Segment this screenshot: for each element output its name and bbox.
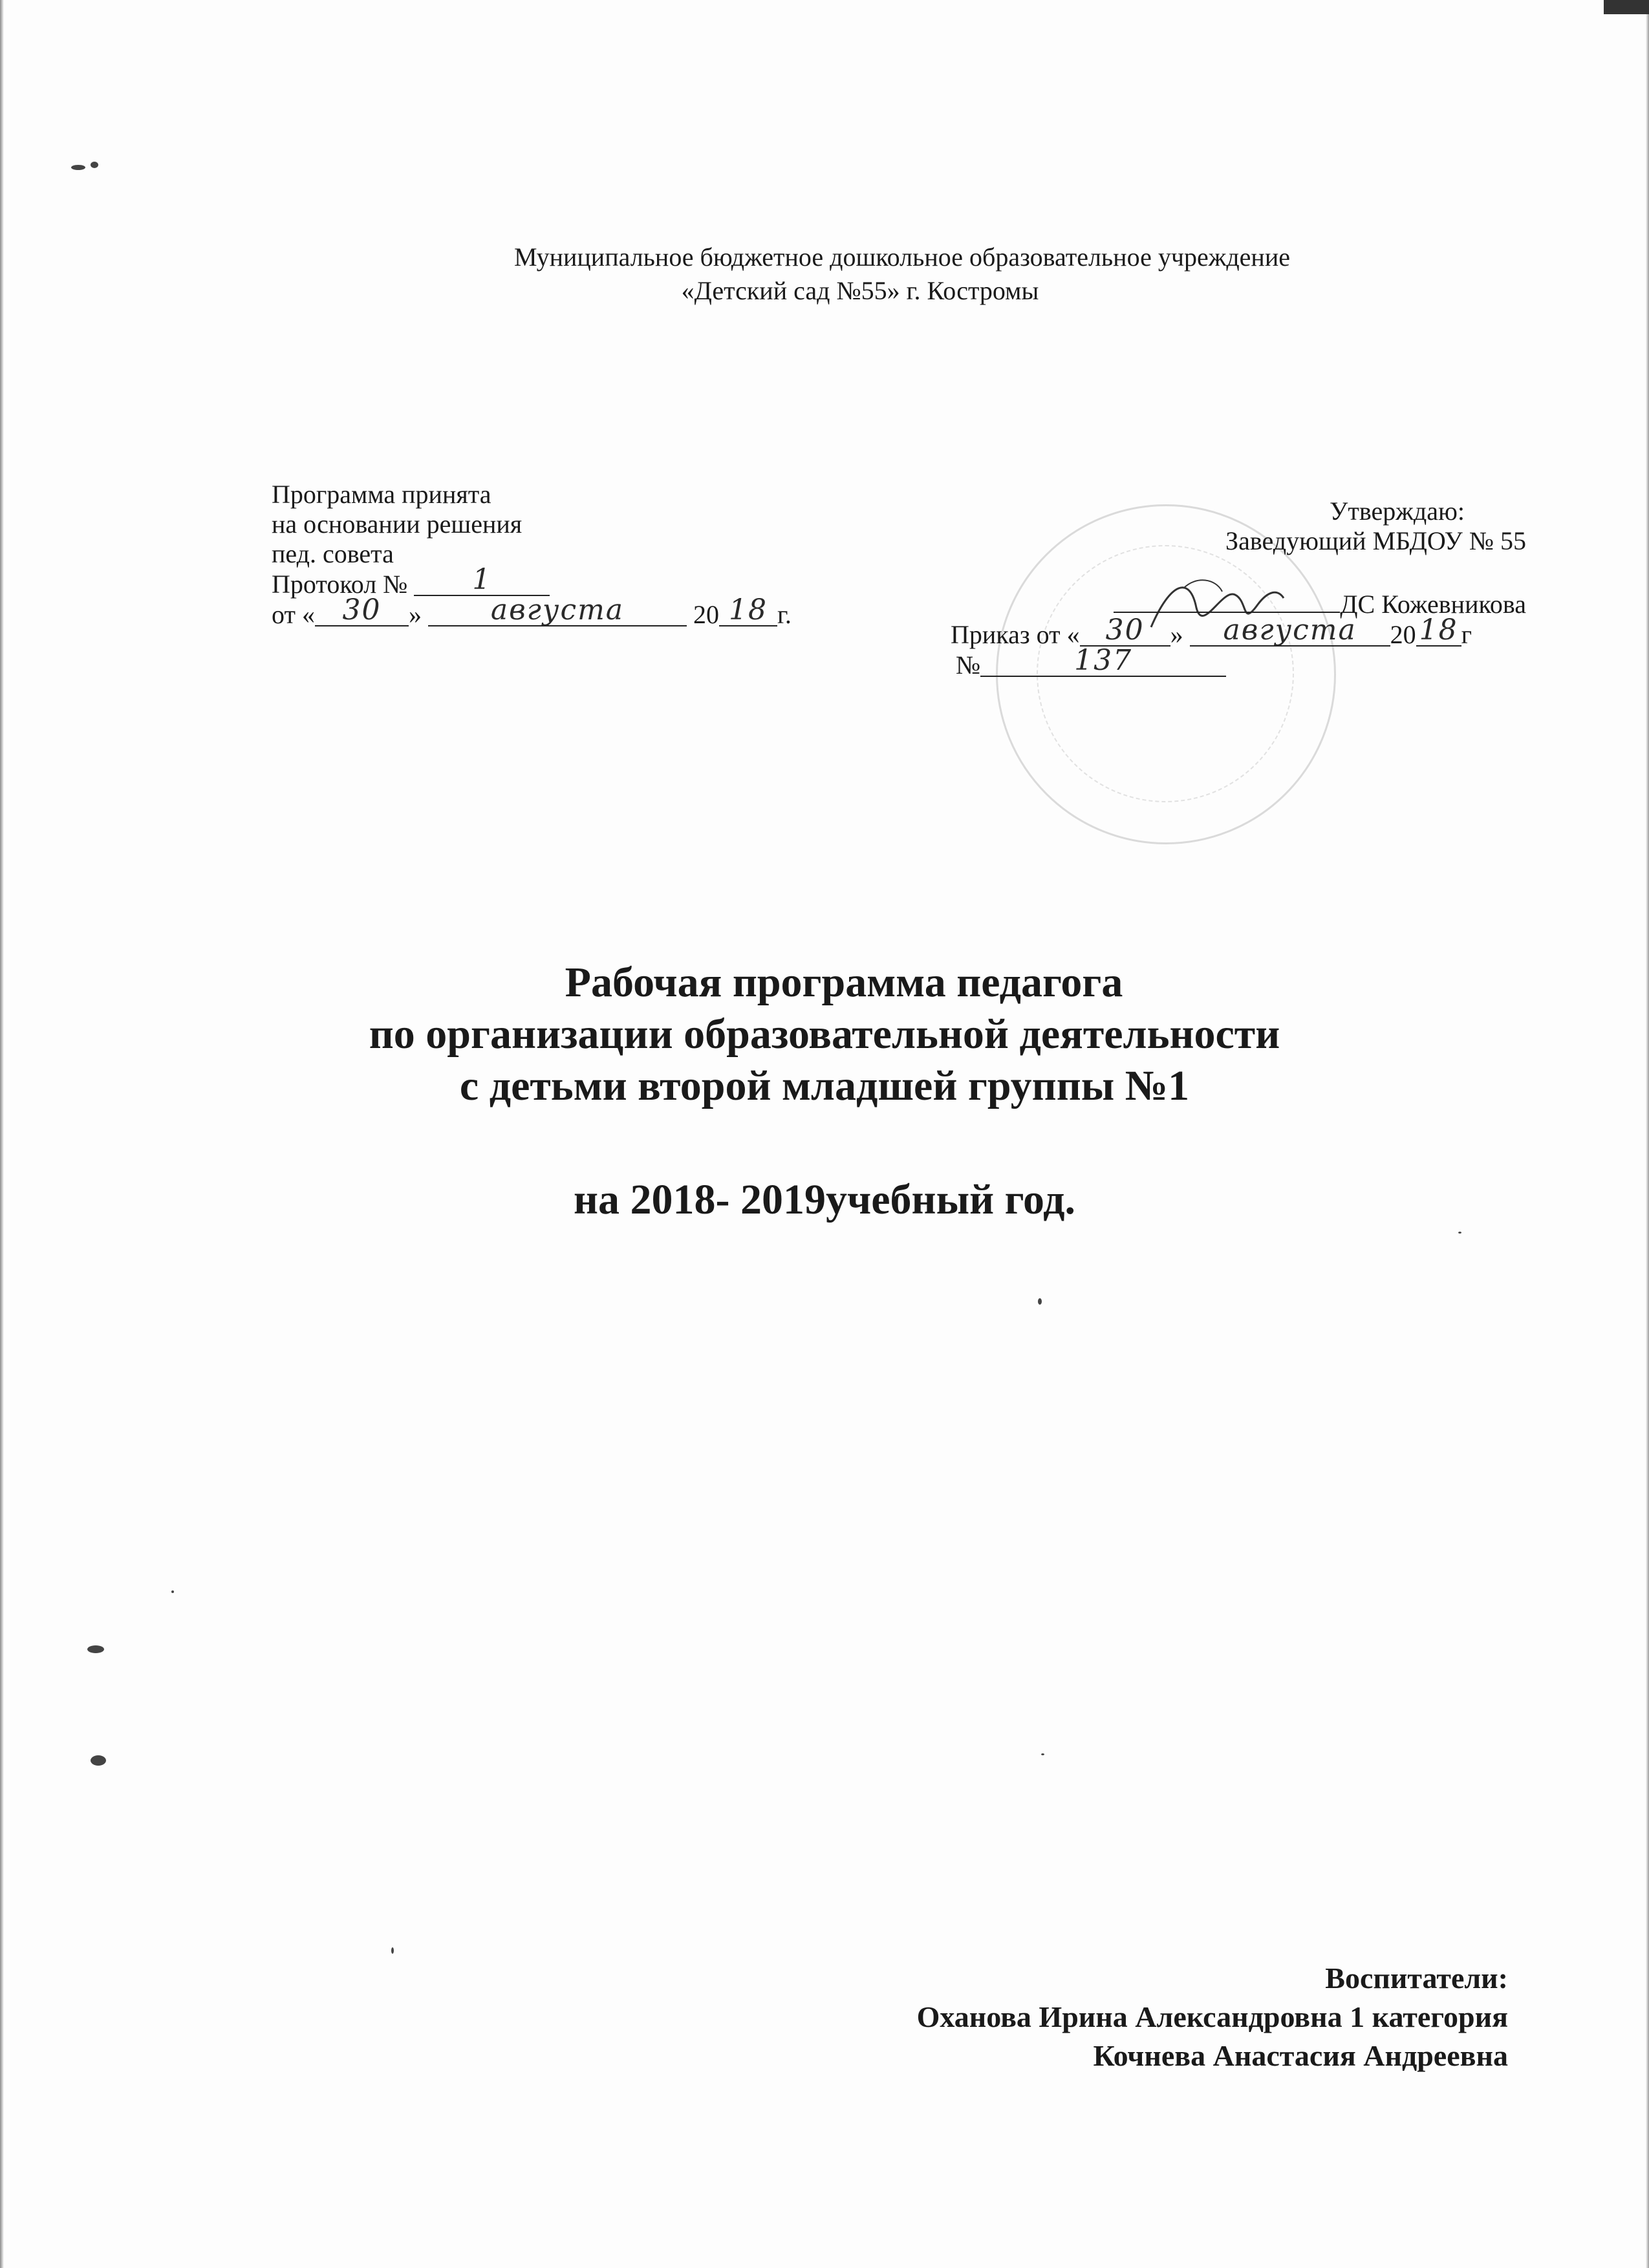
accepted-line3: пед. совета — [272, 539, 394, 568]
educator-2: Кочнева Анастасия Андреевна — [1093, 2039, 1508, 2072]
scan-speck — [171, 1590, 174, 1593]
order-year-prefix: 20 — [1390, 620, 1416, 649]
year-blank — [719, 594, 777, 626]
order-number: 137 — [1074, 644, 1133, 677]
order-number-line — [956, 644, 1526, 680]
order-year-suffix: 18 — [1419, 614, 1458, 647]
scan-speck — [91, 1755, 106, 1766]
order-year-end: г — [1461, 620, 1472, 649]
scan-corner-mark — [1604, 0, 1649, 14]
educators-label: Воспитатели: — [1325, 1962, 1508, 1995]
accepted-block — [272, 480, 792, 630]
order-month-blank — [1190, 614, 1390, 647]
protocol-number: 1 — [472, 563, 492, 596]
scan-speck — [1458, 1232, 1461, 1234]
year-suffix: 18 — [728, 594, 768, 626]
year-prefix: 20 — [693, 600, 719, 629]
title-line3: с детьми второй младшей группы №1 — [459, 1062, 1190, 1109]
institution-name: Муниципальное бюджетное дошкольное образовательное учреждение — [514, 242, 1290, 272]
order-number-label: № — [956, 650, 981, 679]
order-day-blank — [1080, 614, 1170, 647]
scan-speck — [1041, 1753, 1044, 1755]
scan-speck — [71, 165, 85, 170]
kindergarten-name: «Детский сад №55» г. Костромы — [681, 276, 1039, 305]
title-line4: на 2018- 2019учебный год. — [574, 1176, 1075, 1223]
scan-speck — [91, 162, 98, 168]
year-end: г. — [777, 600, 792, 629]
approved-signer: ДС Кожевникова — [1340, 590, 1526, 619]
date-month-blank — [428, 594, 687, 626]
title-line2: по организации образовательной деятельности — [369, 1011, 1280, 1058]
program-title — [0, 957, 1649, 1226]
scan-speck — [87, 1645, 104, 1653]
scan-speck — [391, 1947, 394, 1954]
signature-blank — [1114, 586, 1340, 613]
date-day: 30 — [342, 594, 382, 626]
institution-header — [0, 241, 1649, 308]
order-date-line — [951, 614, 1526, 650]
protocol-label: Протокол № — [272, 570, 408, 599]
approved-line1: Утверждаю: — [1330, 497, 1465, 526]
date-month: августа — [490, 594, 625, 626]
order-number-blank — [980, 644, 1226, 677]
protocol-number-blank — [414, 563, 550, 596]
order-mid: » — [1170, 620, 1183, 649]
accepted-line2: на основании решения — [272, 509, 523, 539]
order-month: августа — [1223, 614, 1357, 647]
accepted-date-line — [272, 594, 792, 630]
order-prefix: Приказ от « — [951, 620, 1080, 649]
accepted-line1: Программа принята — [272, 480, 491, 509]
date-prefix: от « — [272, 600, 315, 629]
approved-block — [951, 497, 1526, 680]
date-mid: » — [408, 600, 422, 629]
order-year-blank — [1416, 614, 1461, 647]
title-line1: Рабочая программа педагога — [565, 959, 1123, 1006]
scan-speck — [1038, 1298, 1042, 1305]
approved-line2: Заведующий МБДОУ № 55 — [1225, 526, 1526, 555]
order-day: 30 — [1105, 614, 1145, 647]
educators-block — [917, 1959, 1508, 2075]
educator-1: Оханова Ирина Александровна 1 категория — [916, 2000, 1508, 2033]
date-day-blank — [315, 594, 409, 626]
